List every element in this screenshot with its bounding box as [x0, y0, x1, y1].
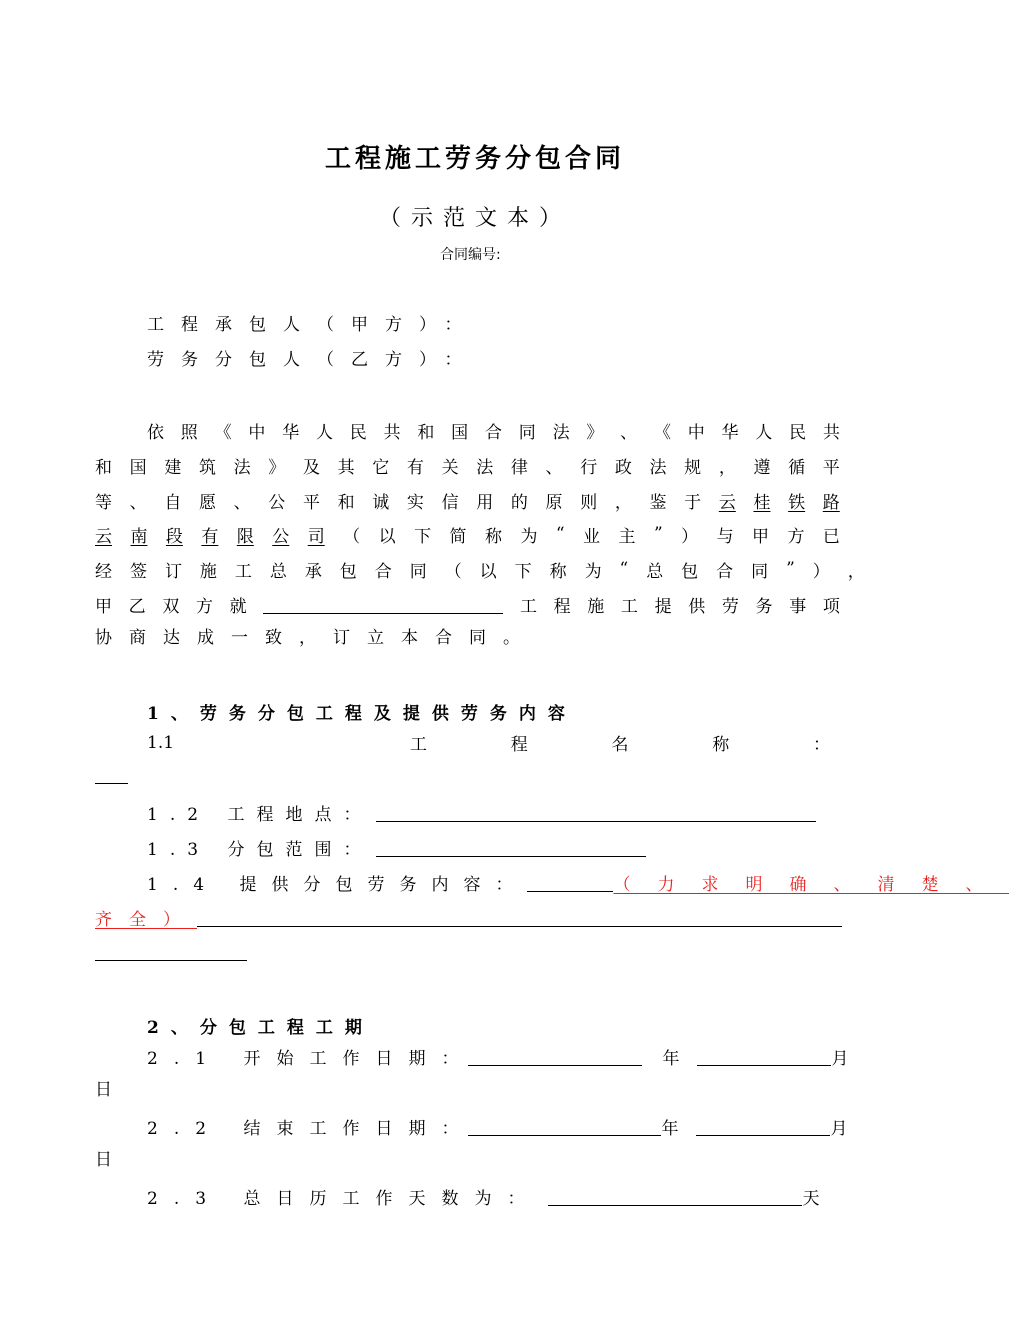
- text-char: 供: [688, 596, 706, 617]
- text-char: 平: [302, 492, 320, 513]
- item-2-1-day-unit: 日: [95, 1080, 112, 1100]
- party-b-label: 劳务分包人（乙方）：: [147, 350, 479, 370]
- project-name-field[interactable]: [263, 595, 503, 614]
- text-char: ，: [614, 492, 632, 513]
- text-char: 人: [755, 422, 773, 443]
- text-char: 共: [822, 422, 840, 443]
- text-char: 原: [545, 492, 563, 513]
- item-2-2-month-unit: 月: [830, 1118, 848, 1139]
- text-char: 已: [822, 526, 840, 547]
- text-char: 甲: [95, 596, 112, 617]
- text-char: 和: [337, 492, 355, 513]
- text-char: 段: [165, 526, 183, 547]
- preamble-line-3: [95, 488, 840, 512]
- text-char: 称: [712, 734, 730, 755]
- text-char: 经: [95, 561, 112, 582]
- text-char: 下: [414, 526, 432, 547]
- text-char: 、: [620, 422, 638, 443]
- text-char: 总: [269, 561, 287, 582]
- item-2-2-day-unit: 日: [95, 1150, 112, 1170]
- text-char: 司: [307, 526, 325, 547]
- text-char: 实: [406, 492, 424, 513]
- text-char: 自: [164, 492, 182, 513]
- text-char: （: [444, 561, 462, 582]
- text-char: ”: [786, 559, 795, 579]
- item-2-3-unit: 天: [802, 1188, 820, 1209]
- section-2-heading: 2、分包工程工期: [147, 1018, 374, 1038]
- item-1-4-field-cont[interactable]: [197, 908, 842, 927]
- text-char: 信: [441, 492, 459, 513]
- text-char: 方: [787, 526, 805, 547]
- item-2-3-field[interactable]: [548, 1187, 802, 1206]
- item-1-4: [147, 870, 1009, 894]
- text-char: 及: [302, 457, 320, 478]
- text-char: 中: [248, 422, 266, 443]
- text-char: 提: [654, 596, 672, 617]
- text-char: ）: [812, 561, 830, 582]
- text-char: 南: [130, 526, 148, 547]
- text-char: 以: [479, 561, 497, 582]
- text-char: 合: [716, 561, 734, 582]
- text-char: 其: [337, 457, 355, 478]
- text-char: 诚: [372, 492, 390, 513]
- text-char: 愿: [198, 492, 216, 513]
- item-1-2: [147, 800, 816, 824]
- text-char: 则: [580, 492, 598, 513]
- contract-number-label: 合同编号:: [440, 247, 501, 263]
- item-1-1-blank[interactable]: [95, 783, 128, 784]
- item-2-1: [147, 1044, 848, 1068]
- text-char: 为: [584, 561, 602, 582]
- text-char: ）: [681, 526, 699, 547]
- text-char: 主: [618, 526, 636, 547]
- preamble-line-6: [95, 592, 840, 616]
- text-char: 公: [268, 492, 286, 513]
- text-char: 用: [476, 492, 494, 513]
- preamble-line-4: [95, 522, 840, 546]
- text-char: 华: [282, 422, 300, 443]
- text-char: 公: [272, 526, 290, 547]
- text-char: 、: [233, 492, 251, 513]
- text-char: 民: [349, 422, 367, 443]
- item-1-2-field[interactable]: [376, 803, 816, 822]
- text-char: 》: [586, 422, 604, 443]
- text-char: 称: [549, 561, 567, 582]
- text-char: 依: [147, 422, 164, 443]
- preamble-line-1: [147, 418, 840, 442]
- text-char: 项: [822, 596, 840, 617]
- text-char: 照: [180, 422, 198, 443]
- item-1-3-label: 1.3 分包范围：: [147, 839, 373, 860]
- text-char: 等: [95, 492, 112, 513]
- text-char: 务: [755, 596, 773, 617]
- text-char: 双: [162, 596, 180, 617]
- item-1-1-number: 1.1: [147, 733, 175, 753]
- text-char: 有: [406, 457, 424, 478]
- page-subtitle: （示范文本）: [378, 206, 571, 231]
- text-char: 关: [441, 457, 459, 478]
- text-char: 共: [383, 422, 401, 443]
- text-char: 合: [484, 422, 502, 443]
- text-char: 有: [201, 526, 219, 547]
- text-char: 工: [620, 596, 638, 617]
- text-char: 国: [129, 457, 147, 478]
- text-char: “: [619, 559, 629, 579]
- text-char: 中: [687, 422, 705, 443]
- text-char: 法: [649, 457, 667, 478]
- text-char: 《: [653, 422, 671, 443]
- party-a-label: 工程承包人（甲方）：: [147, 315, 479, 335]
- text-char: 甲: [752, 526, 770, 547]
- text-char: 下: [514, 561, 532, 582]
- item-2-3-label: 2.3 总日历工作天数为：: [147, 1188, 541, 1209]
- text-char: 劳: [721, 596, 739, 617]
- text-char: 施: [587, 596, 605, 617]
- text-char: 称: [484, 526, 502, 547]
- text-char: ”: [653, 524, 663, 544]
- text-char: 包: [339, 561, 357, 582]
- text-char: 桂: [753, 492, 771, 513]
- text-char: 名: [611, 734, 629, 755]
- preamble-line-2: [95, 453, 840, 477]
- text-char: 循: [788, 457, 806, 478]
- text-char: 方: [195, 596, 213, 617]
- item-2-2-year-unit: 年: [661, 1118, 679, 1139]
- text-char: 于: [684, 492, 702, 513]
- text-char: 律: [510, 457, 528, 478]
- item-1-4-label: 1.4 提供分包劳务内容：: [147, 874, 528, 895]
- text-char: 乙: [128, 596, 146, 617]
- item-2-3: [147, 1184, 819, 1208]
- text-char: 、: [129, 492, 147, 513]
- item-2-2-month-field[interactable]: [696, 1117, 830, 1136]
- text-char: 规: [684, 457, 702, 478]
- text-char: 法: [552, 422, 570, 443]
- text-char: 《: [214, 422, 232, 443]
- text-char: 云: [95, 526, 112, 547]
- text-char: 云: [718, 492, 736, 513]
- text-char: 和: [417, 422, 435, 443]
- text-char: ：: [813, 734, 830, 755]
- text-char: 工: [519, 596, 537, 617]
- text-char: 行: [580, 457, 598, 478]
- text-char: 工: [410, 734, 427, 755]
- item-1-4-note-cont: 齐全）: [95, 909, 197, 930]
- text-char: 就: [229, 596, 247, 617]
- text-char: 与: [716, 526, 734, 547]
- preamble-line-7: 协商达成一致，订立本合同。: [95, 628, 537, 648]
- item-1-2-label: 1.2 工程地点：: [147, 804, 373, 825]
- text-char: 施: [199, 561, 217, 582]
- text-char: 程: [553, 596, 571, 617]
- text-char: 建: [164, 457, 182, 478]
- text-char: 它: [372, 457, 390, 478]
- text-char: 法: [476, 457, 494, 478]
- text-char: 同: [518, 422, 536, 443]
- item-2-1-year-unit: 年: [662, 1048, 680, 1069]
- text-char: 国: [451, 422, 469, 443]
- item-2-2: [147, 1114, 847, 1138]
- text-char: 的: [510, 492, 528, 513]
- item-1-4-field[interactable]: [527, 873, 613, 892]
- item-1-1-label: [410, 730, 830, 754]
- item-1-4-field-extra[interactable]: [95, 960, 247, 961]
- item-2-2-year-field[interactable]: [468, 1117, 661, 1136]
- text-char: 路: [822, 492, 840, 513]
- text-char: （: [343, 526, 361, 547]
- text-char: 同: [751, 561, 769, 582]
- text-char: 订: [164, 561, 182, 582]
- text-char: 民: [789, 422, 807, 443]
- text-char: 合: [374, 561, 392, 582]
- text-char: 简: [449, 526, 467, 547]
- text-char: 业: [583, 526, 601, 547]
- text-char: 总: [646, 561, 664, 582]
- text-char: 》: [268, 457, 286, 478]
- text-char: 限: [236, 526, 254, 547]
- text-char: 华: [721, 422, 739, 443]
- text-char: 包: [681, 561, 699, 582]
- item-1-4-cont: [95, 905, 842, 929]
- text-char: 遵: [753, 457, 771, 478]
- item-2-1-label: 2.1 开始工作日期：: [147, 1048, 475, 1069]
- item-2-1-month-unit: 月: [831, 1048, 849, 1069]
- text-char: “: [555, 524, 565, 544]
- text-char: 平: [822, 457, 840, 478]
- text-char: 人: [315, 422, 333, 443]
- preamble-line-5: [95, 557, 865, 581]
- page-title: 工程施工劳务分包合同: [324, 144, 625, 174]
- item-2-1-month-field[interactable]: [697, 1047, 831, 1066]
- text-char: 工: [234, 561, 252, 582]
- item-2-2-label: 2.2 结束工作日期：: [147, 1118, 475, 1139]
- text-char: 事: [789, 596, 807, 617]
- section-1-heading: 1、劳务分包工程及提供劳务内容: [147, 704, 577, 724]
- text-char: 、: [545, 457, 563, 478]
- item-2-1-year-field[interactable]: [468, 1047, 642, 1066]
- text-char: 政: [614, 457, 632, 478]
- text-char: 铁: [788, 492, 806, 513]
- text-char: ，: [847, 561, 865, 582]
- text-char: 鉴: [649, 492, 667, 513]
- text-char: 法: [233, 457, 251, 478]
- text-char: 程: [510, 734, 528, 755]
- item-1-3: [147, 835, 646, 859]
- text-char: 为: [520, 526, 538, 547]
- text-char: 签: [129, 561, 147, 582]
- text-char: 同: [409, 561, 427, 582]
- text-char: 和: [95, 457, 112, 478]
- item-1-4-note: （力求明确、清楚、: [613, 874, 1009, 895]
- text-char: 筑: [198, 457, 216, 478]
- item-1-3-field[interactable]: [376, 838, 646, 857]
- text-char: 以: [378, 526, 396, 547]
- text-char: 承: [304, 561, 322, 582]
- text-char: ，: [718, 457, 736, 478]
